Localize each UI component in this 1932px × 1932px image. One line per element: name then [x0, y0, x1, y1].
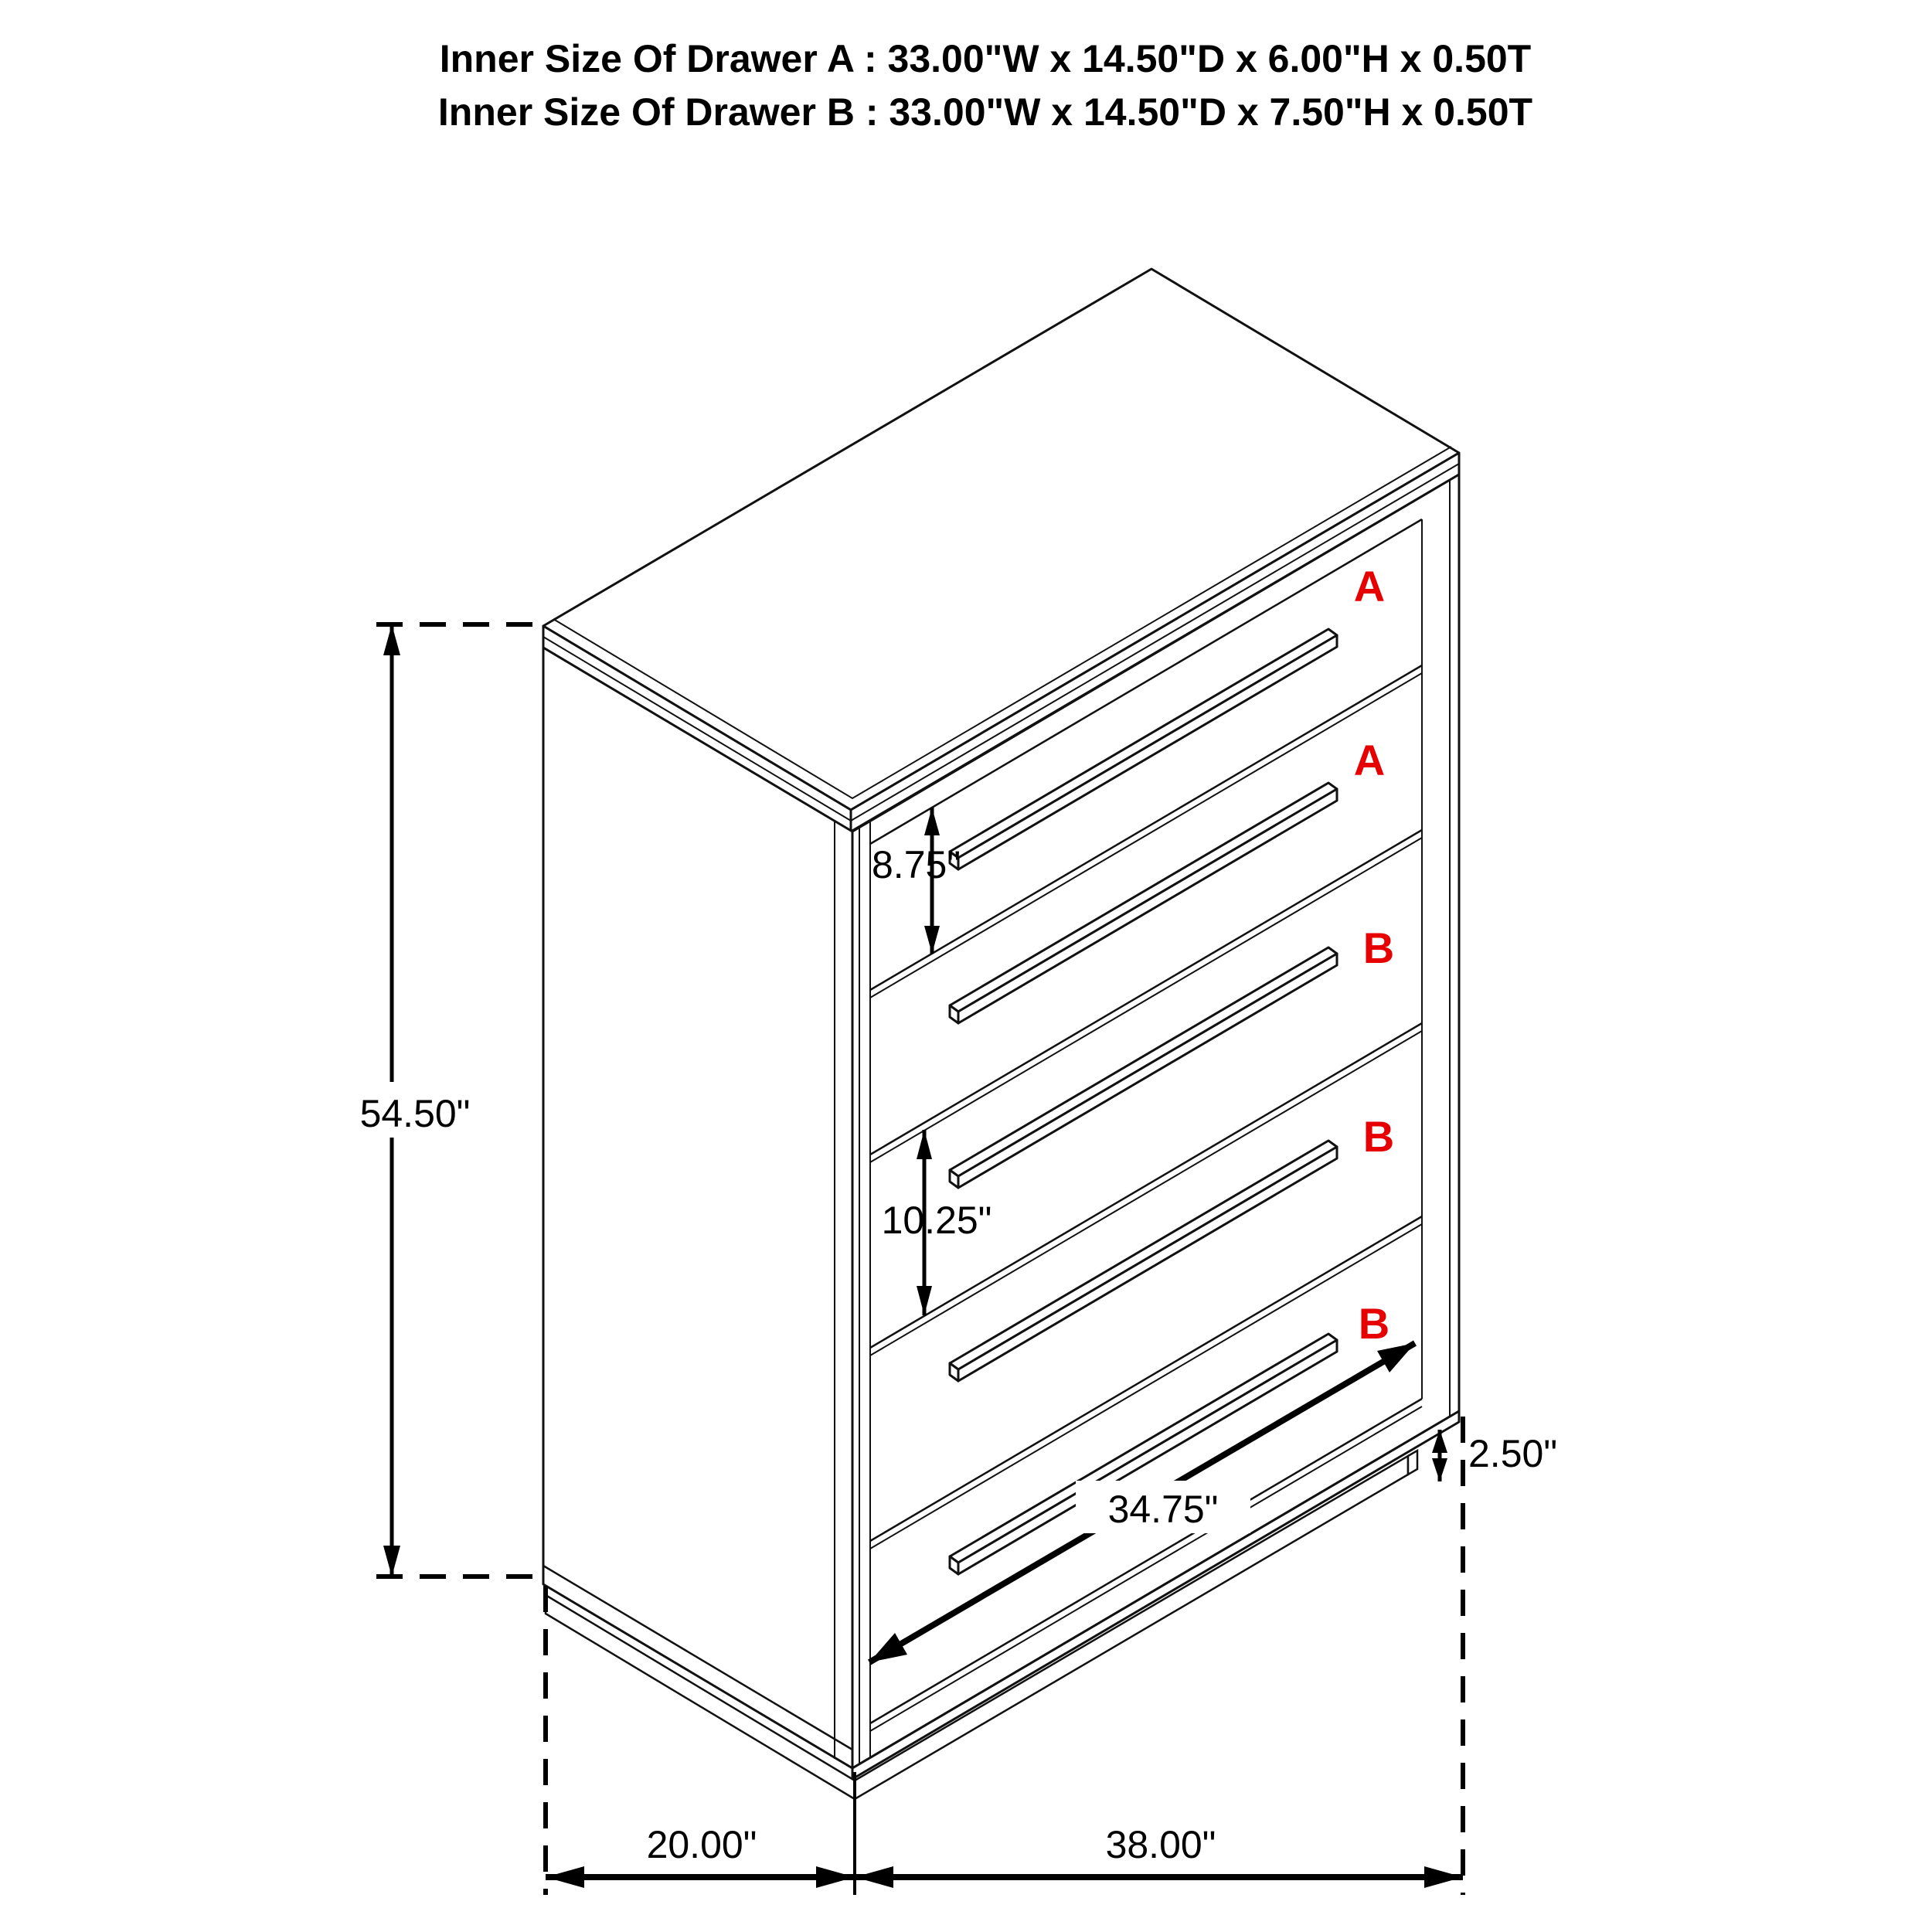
- dim-depth-label: 20.00": [646, 1823, 757, 1866]
- dim-drawer-width-label: 34.75": [1107, 1488, 1219, 1531]
- dim-drawer-a-front-label: 8.75": [872, 843, 961, 886]
- dim-width-label: 38.00": [1105, 1823, 1216, 1866]
- dim-base-height: [1432, 1430, 1557, 1481]
- dim-total-height-label: 54.50": [359, 1092, 471, 1135]
- side-panel: [543, 648, 852, 1768]
- drawer-4-label: B: [1362, 1112, 1395, 1161]
- drawer-3-label: B: [1362, 923, 1395, 972]
- dim-total-height: [346, 624, 485, 1577]
- title-line-1: Inner Size Of Drawer A : 33.00"W x 14.50"D x 6.00"H x 0.50T: [439, 37, 1532, 80]
- dim-width: [855, 1823, 1463, 1888]
- drawer-1-label: A: [1353, 562, 1386, 611]
- title-line-2: Inner Size Of Drawer B : 33.00"W x 14.50"D x 7.50"H x 0.50T: [437, 90, 1533, 134]
- dim-drawer-b-front-label: 10.25": [881, 1199, 992, 1242]
- plinth-front-endcap: [1408, 1451, 1417, 1475]
- title-block: [438, 37, 1532, 134]
- cabinet-drawing: [543, 269, 1459, 1799]
- drawer-2-label: A: [1353, 736, 1386, 784]
- dim-base-height-label: 2.50": [1468, 1432, 1558, 1475]
- dim-depth: [546, 1823, 855, 1888]
- drawer-5-label: B: [1358, 1299, 1390, 1348]
